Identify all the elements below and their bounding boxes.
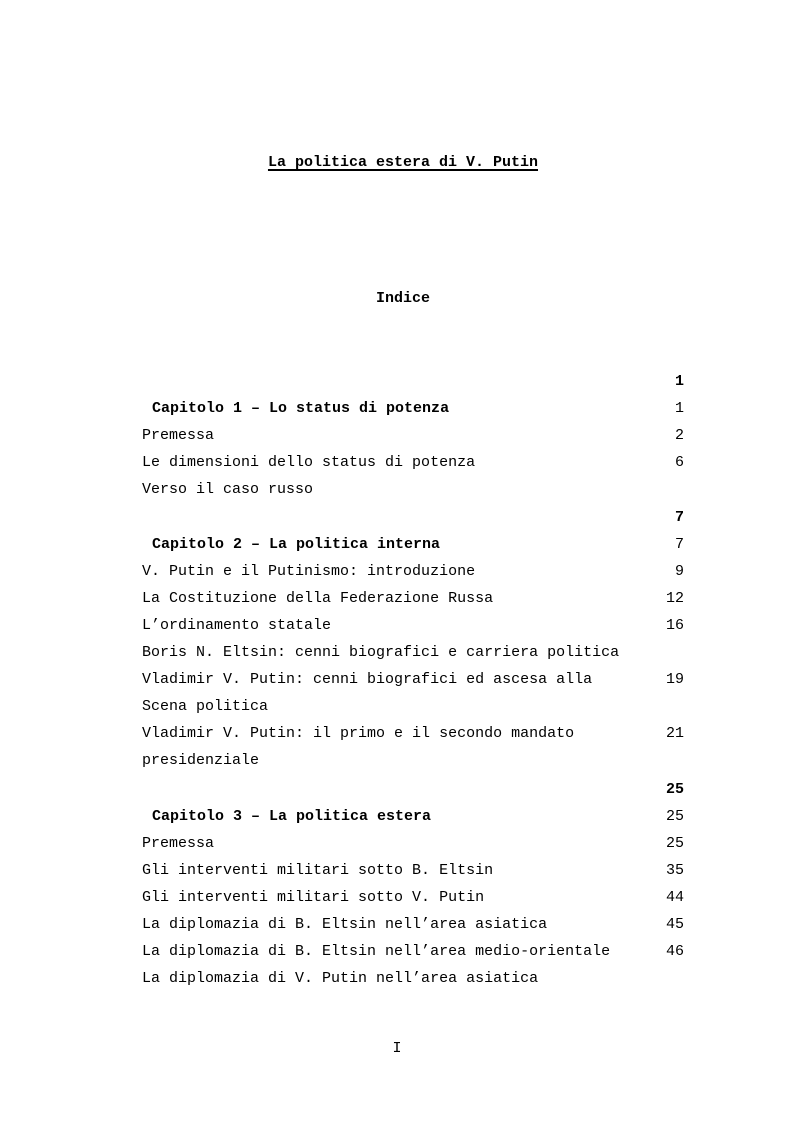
toc-entry-page: 45: [665, 916, 684, 933]
index-heading: Indice: [375, 290, 430, 307]
toc-entry-text: La Costituzione della Federazione Russa: [142, 590, 494, 607]
toc-entry: [106, 720, 684, 769]
toc-entry-text: Premessa: [142, 835, 215, 852]
chapter-title: Capitolo 1 – Lo status di potenza: [152, 400, 450, 417]
toc-entry-text: La diplomazia di B. Eltsin nell’area asiatica: [142, 916, 548, 933]
toc-entry-text: Gli interventi militari sotto V. Putin: [142, 889, 485, 906]
toc-entry-page: 46: [665, 943, 684, 960]
toc-entry-text: La diplomazia di V. Putin nell’area asiatica: [142, 970, 539, 987]
toc-entry-page: 7: [674, 536, 684, 553]
footer-page-number: I: [392, 1040, 402, 1057]
toc-entry-page: 35: [665, 862, 684, 879]
chapter-title: Capitolo 2 – La politica interna: [152, 536, 441, 553]
toc-entry-text: Le dimensioni dello status di potenza: [142, 454, 476, 471]
toc-entry: [106, 449, 684, 498]
toc-entry-text: Verso il caso russo: [142, 481, 314, 498]
document-title: [0, 154, 794, 171]
toc-chapter-1: [106, 368, 684, 498]
toc-entry-text: Scena politica: [142, 698, 269, 715]
chapter-page-number: 1: [674, 373, 684, 390]
chapter-heading: [106, 368, 684, 417]
toc-entry-page: 19: [665, 671, 684, 688]
toc-entry-text: La diplomazia di B. Eltsin nell’area medio-orientale: [142, 943, 611, 960]
toc-chapter-2: [106, 504, 684, 769]
toc-entry-page: 12: [665, 590, 684, 607]
toc-entry-text: Vladimir V. Putin: il primo e il secondo mandato: [142, 725, 575, 742]
toc-chapter-3: [106, 776, 684, 987]
chapter-page-number: 25: [665, 781, 684, 798]
chapter-page-number: 7: [674, 509, 684, 526]
toc-entry-page: 25: [665, 808, 684, 825]
toc-entry: [106, 422, 684, 471]
chapter-heading: [106, 504, 684, 553]
document-title-text: La politica estera di V. Putin: [267, 154, 539, 171]
toc-entry-page: 44: [665, 889, 684, 906]
toc-entry-text: Vladimir V. Putin: cenni biografici ed ascesa alla: [142, 671, 593, 688]
toc-entry-page: 16: [665, 617, 684, 634]
toc-entry-page: 21: [665, 725, 684, 742]
toc-entry-text: Premessa: [142, 427, 215, 444]
toc-entry-text: Boris N. Eltsin: cenni biografici e carriera politica: [142, 644, 620, 661]
toc-entry: [106, 666, 684, 715]
toc-entry-page: 25: [665, 835, 684, 852]
toc-entry: [106, 803, 684, 852]
toc-entry: [106, 938, 684, 987]
toc-entry-page: 9: [674, 563, 684, 580]
toc-entry-text: L’ordinamento statale: [142, 617, 332, 634]
toc-entry-page: 1: [674, 400, 684, 417]
toc-entry-page: 6: [674, 454, 684, 471]
toc-entry-page: 2: [674, 427, 684, 444]
toc-entry: [106, 612, 684, 661]
toc-entry-text: Gli interventi militari sotto B. Eltsin: [142, 862, 494, 879]
chapter-heading: [106, 776, 684, 825]
toc-entry-text: presidenziale: [142, 752, 260, 769]
toc-entry: [106, 395, 684, 444]
toc-entry-text: V. Putin e il Putinismo: introduzione: [142, 563, 476, 580]
chapter-title: Capitolo 3 – La politica estera: [152, 808, 432, 825]
toc-entry: [106, 531, 684, 580]
